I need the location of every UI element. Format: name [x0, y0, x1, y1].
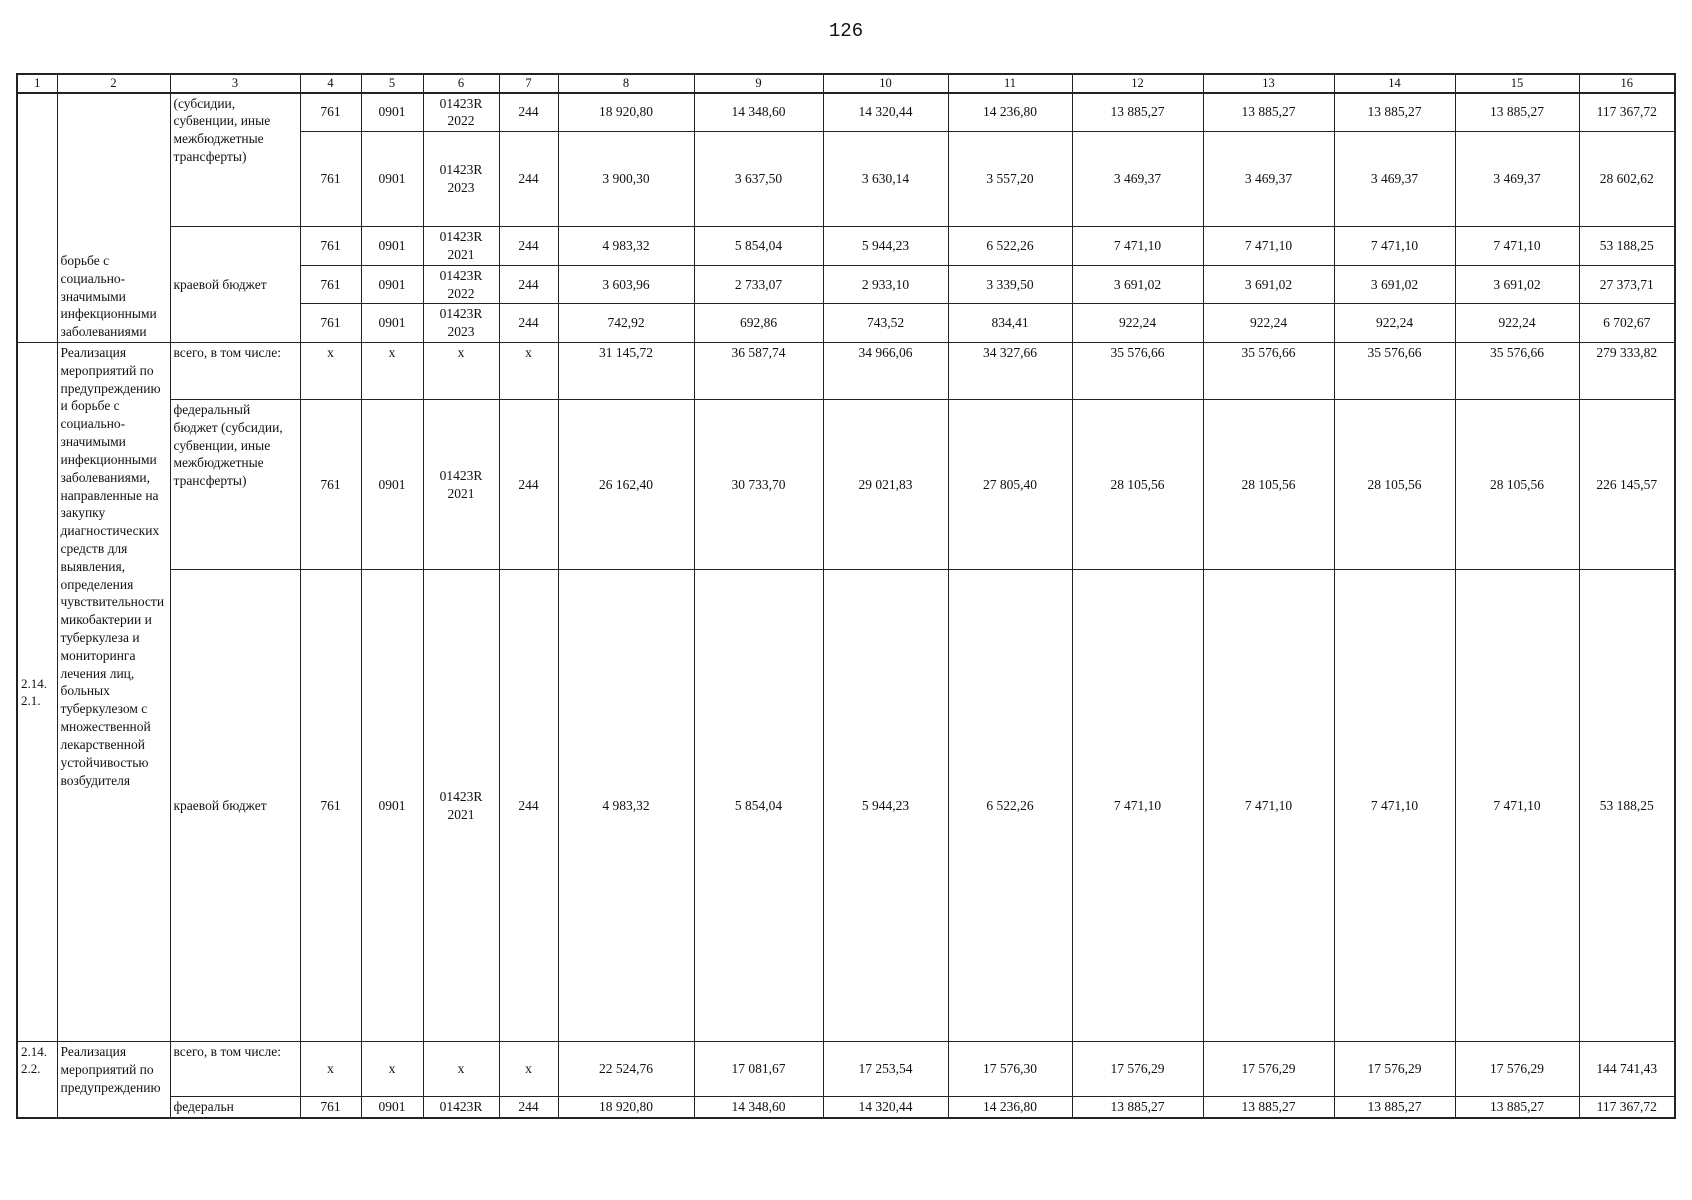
table-cell: 742,92 — [558, 304, 694, 343]
table-cell: 7 471,10 — [1203, 227, 1334, 266]
table-cell: 18 920,80 — [558, 93, 694, 132]
table-cell: 0901 — [361, 132, 423, 227]
table-cell: 17 253,54 — [823, 1042, 948, 1097]
table-cell: 7 471,10 — [1203, 570, 1334, 1042]
header-cell: 3 — [170, 74, 300, 93]
table-cell: 3 557,20 — [948, 132, 1072, 227]
table-cell: 3 637,50 — [694, 132, 823, 227]
table-cell: 244 — [499, 132, 558, 227]
table-cell: 35 576,66 — [1203, 343, 1334, 400]
table-cell: 244 — [499, 304, 558, 343]
table-cell: 5 854,04 — [694, 570, 823, 1042]
table-cell: 14 348,60 — [694, 1097, 823, 1118]
table-cell: 7 471,10 — [1334, 227, 1455, 266]
header-cell: 2 — [57, 74, 170, 93]
table-cell: 35 576,66 — [1334, 343, 1455, 400]
table-cell: 22 524,76 — [558, 1042, 694, 1097]
table-cell: 144 741,43 — [1579, 1042, 1675, 1097]
table-cell: 01423R 2023 — [423, 304, 499, 343]
table-cell: x — [361, 343, 423, 400]
funding-source-cell: федеральный бюджет (субсидии, субвенции, иные межбюджетные трансферты) — [170, 400, 300, 570]
table-cell: 13 885,27 — [1334, 1097, 1455, 1118]
header-cell: 13 — [1203, 74, 1334, 93]
table-cell: 01423R 2021 — [423, 400, 499, 570]
table-cell: 17 576,29 — [1072, 1042, 1203, 1097]
table-cell: x — [300, 1042, 361, 1097]
table-cell: 30 733,70 — [694, 400, 823, 570]
table-cell: 279 333,82 — [1579, 343, 1675, 400]
table-cell: 5 944,23 — [823, 227, 948, 266]
budget-table — [16, 73, 1676, 1119]
table-cell: 761 — [300, 265, 361, 304]
table-cell: 0901 — [361, 93, 423, 132]
table-cell: 4 983,32 — [558, 570, 694, 1042]
table-cell: 2 733,07 — [694, 265, 823, 304]
table-cell: 5 944,23 — [823, 570, 948, 1042]
table-cell: 13 885,27 — [1072, 1097, 1203, 1118]
table-cell: 0901 — [361, 1097, 423, 1118]
table-row — [17, 1097, 1675, 1118]
header-cell: 5 — [361, 74, 423, 93]
table-cell: 17 576,29 — [1455, 1042, 1579, 1097]
table-cell: 01423R 2021 — [423, 227, 499, 266]
table-cell: 3 900,30 — [558, 132, 694, 227]
table-cell: 743,52 — [823, 304, 948, 343]
column-number-row — [17, 74, 1675, 93]
table-cell: 117 367,72 — [1579, 1097, 1675, 1118]
table-cell: 3 630,14 — [823, 132, 948, 227]
table-cell: 17 576,29 — [1334, 1042, 1455, 1097]
table-cell: 28 105,56 — [1334, 400, 1455, 570]
table-cell: 692,86 — [694, 304, 823, 343]
table-cell: 14 236,80 — [948, 93, 1072, 132]
measure-name-cell: борьбе с социально-значимыми инфекционными заболеваниями — [57, 93, 170, 343]
table-cell: 922,24 — [1455, 304, 1579, 343]
table-cell: 244 — [499, 570, 558, 1042]
table-cell: 244 — [499, 1097, 558, 1118]
funding-source-cell: (субсидии, субвенции, иные межбюджетные трансферты) — [170, 93, 300, 227]
table-cell: 4 983,32 — [558, 227, 694, 266]
table-cell: 01423R 2022 — [423, 93, 499, 132]
table-cell: 18 920,80 — [558, 1097, 694, 1118]
table-cell: 3 691,02 — [1072, 265, 1203, 304]
table-cell: x — [499, 343, 558, 400]
table-cell: 3 469,37 — [1203, 132, 1334, 227]
header-cell: 14 — [1334, 74, 1455, 93]
table-cell: 244 — [499, 265, 558, 304]
table-cell: 761 — [300, 304, 361, 343]
table-cell: 28 105,56 — [1072, 400, 1203, 570]
header-cell: 8 — [558, 74, 694, 93]
table-cell: 27 805,40 — [948, 400, 1072, 570]
row-number-cell — [17, 93, 57, 343]
table-cell: 14 348,60 — [694, 93, 823, 132]
funding-source-cell: всего, в том числе: — [170, 343, 300, 400]
header-cell: 4 — [300, 74, 361, 93]
table-cell: 117 367,72 — [1579, 93, 1675, 132]
table-cell: 35 576,66 — [1455, 343, 1579, 400]
table-row — [17, 400, 1675, 570]
table-cell: 53 188,25 — [1579, 570, 1675, 1042]
header-cell: 12 — [1072, 74, 1203, 93]
table-cell: 17 576,30 — [948, 1042, 1072, 1097]
table-cell: 761 — [300, 400, 361, 570]
table-cell: 3 469,37 — [1334, 132, 1455, 227]
table-cell: 761 — [300, 570, 361, 1042]
table-cell: 922,24 — [1203, 304, 1334, 343]
table-cell: 14 320,44 — [823, 1097, 948, 1118]
table-cell: 35 576,66 — [1072, 343, 1203, 400]
table-cell: 13 885,27 — [1203, 93, 1334, 132]
funding-source-cell: всего, в том числе: — [170, 1042, 300, 1097]
table-cell: 01423R 2021 — [423, 570, 499, 1042]
table-cell: 27 373,71 — [1579, 265, 1675, 304]
table-cell: 17 081,67 — [694, 1042, 823, 1097]
table-cell: 7 471,10 — [1334, 570, 1455, 1042]
table-cell: x — [423, 1042, 499, 1097]
measure-name-cell: Реализация мероприятий по предупреждению — [57, 1042, 170, 1118]
table-cell: 922,24 — [1072, 304, 1203, 343]
header-cell: 9 — [694, 74, 823, 93]
table-cell: 3 603,96 — [558, 265, 694, 304]
header-cell: 6 — [423, 74, 499, 93]
measure-name-cell: Реализация мероприятий по предупреждению и борьбе с социально-значимыми инфекционными заболеваниями, направленные на закупку диагностических средств для выявления, определения чувствительности микобактерии и туберкулеза и мониторинга лечения лиц, больных туберкулезом с множественной лекарственной устойчивостью возбудителя — [57, 343, 170, 1042]
table-cell: 13 885,27 — [1334, 93, 1455, 132]
table-row — [17, 343, 1675, 400]
table-cell: 3 469,37 — [1455, 132, 1579, 227]
header-cell: 7 — [499, 74, 558, 93]
table-cell: 2 933,10 — [823, 265, 948, 304]
table-cell: 244 — [499, 227, 558, 266]
table-cell: 6 522,26 — [948, 570, 1072, 1042]
table-cell: 6 522,26 — [948, 227, 1072, 266]
table-cell: 34 966,06 — [823, 343, 948, 400]
table-cell: 01423R — [423, 1097, 499, 1118]
table-cell: 6 702,67 — [1579, 304, 1675, 343]
table-cell: 3 691,02 — [1455, 265, 1579, 304]
table-cell: 3 469,37 — [1072, 132, 1203, 227]
table-cell: 0901 — [361, 265, 423, 304]
table-cell: 34 327,66 — [948, 343, 1072, 400]
header-cell: 1 — [17, 74, 57, 93]
table-cell: 244 — [499, 93, 558, 132]
table-row — [17, 1042, 1675, 1097]
table-cell: 01423R 2022 — [423, 265, 499, 304]
table-cell: 7 471,10 — [1072, 227, 1203, 266]
table-cell: x — [300, 343, 361, 400]
table-cell: 834,41 — [948, 304, 1072, 343]
funding-source-cell: федеральн — [170, 1097, 300, 1118]
row-number-cell: 2.14. 2.2. — [17, 1042, 57, 1118]
header-cell: 11 — [948, 74, 1072, 93]
table-cell: 14 236,80 — [948, 1097, 1072, 1118]
table-cell: 26 162,40 — [558, 400, 694, 570]
table-cell: 36 587,74 — [694, 343, 823, 400]
table-cell: 761 — [300, 1097, 361, 1118]
table-cell: 13 885,27 — [1072, 93, 1203, 132]
table-cell: 3 691,02 — [1334, 265, 1455, 304]
table-cell: 28 105,56 — [1455, 400, 1579, 570]
table-cell: 53 188,25 — [1579, 227, 1675, 266]
header-cell: 16 — [1579, 74, 1675, 93]
table-cell: 0901 — [361, 227, 423, 266]
table-cell: 28 105,56 — [1203, 400, 1334, 570]
page-number: 126 — [828, 20, 864, 42]
table-cell: 17 576,29 — [1203, 1042, 1334, 1097]
table-row — [17, 570, 1675, 1042]
table-cell: x — [499, 1042, 558, 1097]
table-cell: 13 885,27 — [1203, 1097, 1334, 1118]
row-number-cell: 2.14. 2.1. — [17, 343, 57, 1042]
table-cell: 761 — [300, 227, 361, 266]
table-cell: 7 471,10 — [1455, 570, 1579, 1042]
table-row — [17, 227, 1675, 266]
table-row — [17, 93, 1675, 132]
table-cell: 01423R 2023 — [423, 132, 499, 227]
table-cell: x — [361, 1042, 423, 1097]
table-cell: x — [423, 343, 499, 400]
table-cell: 7 471,10 — [1455, 227, 1579, 266]
table-cell: 0901 — [361, 400, 423, 570]
header-cell: 15 — [1455, 74, 1579, 93]
table-cell: 5 854,04 — [694, 227, 823, 266]
table-cell: 244 — [499, 400, 558, 570]
table-cell: 13 885,27 — [1455, 93, 1579, 132]
table-cell: 761 — [300, 132, 361, 227]
table-cell: 31 145,72 — [558, 343, 694, 400]
table-cell: 922,24 — [1334, 304, 1455, 343]
table-cell: 7 471,10 — [1072, 570, 1203, 1042]
table-cell: 3 691,02 — [1203, 265, 1334, 304]
table-cell: 761 — [300, 93, 361, 132]
table-cell: 3 339,50 — [948, 265, 1072, 304]
header-cell: 10 — [823, 74, 948, 93]
funding-source-cell: краевой бюджет — [170, 570, 300, 1042]
table-cell: 13 885,27 — [1455, 1097, 1579, 1118]
table-cell: 226 145,57 — [1579, 400, 1675, 570]
table-cell: 28 602,62 — [1579, 132, 1675, 227]
table-cell: 0901 — [361, 304, 423, 343]
table-cell: 29 021,83 — [823, 400, 948, 570]
table-cell: 0901 — [361, 570, 423, 1042]
funding-source-cell: краевой бюджет — [170, 227, 300, 343]
table-cell: 14 320,44 — [823, 93, 948, 132]
